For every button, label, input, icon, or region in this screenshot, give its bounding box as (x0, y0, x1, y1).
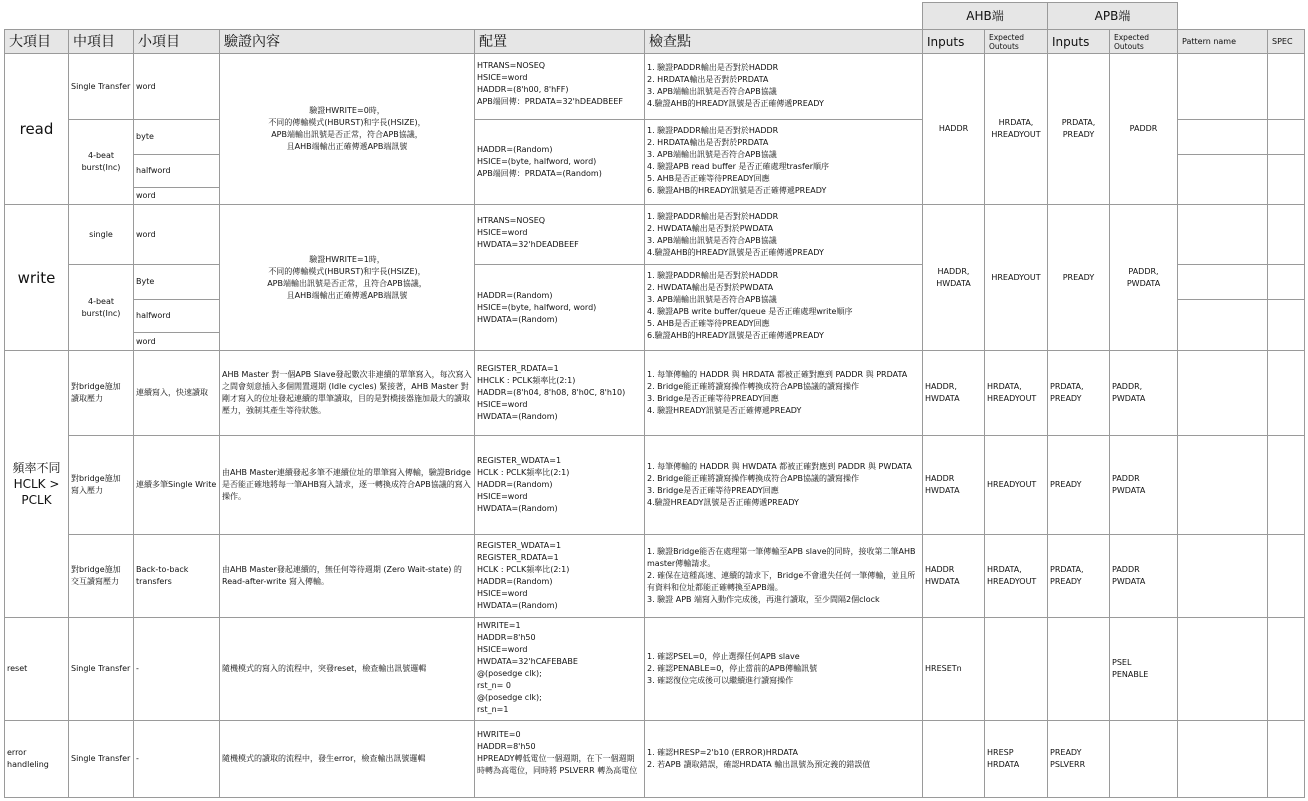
freq-major: 頻率不同 HCLK > PCLK (4, 350, 69, 618)
write-spec-3[interactable] (1267, 299, 1305, 351)
freq-r1-check: 1. 每筆傳輸的 HADDR 與 HRDATA 都被正確對應到 PADDR 與 PRDATA 2. Bridge能正確將讀寫操作轉換成符合APB協議的讀寫操作 3. Bridge是否正確等待PREADY回應 4. 驗證HREADY訊號是否正確傳遞PREADY (644, 350, 923, 436)
error-pattern[interactable] (1177, 720, 1268, 798)
reset-minor: - (133, 617, 220, 721)
header-pattern: Pattern name (1177, 29, 1268, 54)
write-check-burst: 1. 驗證PADDR輸出是否對於HADDR 2. HWDATA輸出是否對於PWDATA 3. APB端輸出訊號是否符合APB協議 4. 驗證APB write buffer/queue 是否正確處理write順序 5. AHB是否正確等待PREADY回應 6.驗證AHB的HREADY訊號是否正確傳遞PREADY (644, 264, 923, 351)
error-spec[interactable] (1267, 720, 1305, 798)
header-spec: SPEC (1267, 29, 1305, 54)
write-mid-single: single (68, 204, 134, 265)
freq-r3-minor: Back-to-back transfers (133, 534, 220, 618)
freq-r1-minor: 連續寫入，快速讀取 (133, 350, 220, 436)
freq-r2-verify: 由AHB Master連續發起多筆不連續位址的單筆寫入傳輸，驗證Bridge是否能正確地將每一筆AHB寫入請求，逐一轉換成符合APB協議的寫入操作。 (219, 435, 475, 535)
read-spec-2[interactable] (1267, 119, 1305, 155)
write-verify: 驗證HWRITE=1時， 不同的傳輸模式(HBURST)和字長(HSIZE)， APB端輸出訊號是否正常，且符合APB協議， 且AHB端輸出正確傳遞APB端訊號 (219, 204, 475, 351)
write-pattern-3[interactable] (1177, 299, 1268, 351)
write-pattern-2[interactable] (1177, 264, 1268, 300)
freq-r2-spec[interactable] (1267, 435, 1305, 535)
freq-r1-apb-inputs: PRDATA, PREADY (1047, 350, 1110, 436)
read-minor-word: word (133, 53, 220, 120)
write-ahb-inputs: HADDR, HWDATA (922, 204, 985, 351)
write-ahb-expected: HREADYOUT (984, 204, 1048, 351)
freq-r3-spec[interactable] (1267, 534, 1305, 618)
freq-r2-minor: 連續多筆Single Write (133, 435, 220, 535)
freq-r2-pattern[interactable] (1177, 435, 1268, 535)
reset-verify: 隨機模式的寫入的流程中，突發reset，檢查輸出訊號邏輯 (219, 617, 475, 721)
freq-r3-pattern[interactable] (1177, 534, 1268, 618)
reset-spec[interactable] (1267, 617, 1305, 721)
reset-apb-expected: PSEL PENABLE (1109, 617, 1178, 721)
write-apb-inputs: PREADY (1047, 204, 1110, 351)
read-spec-3[interactable] (1267, 154, 1305, 205)
reset-ahb-inputs: HRESETn (922, 617, 985, 721)
header-minor: 小項目 (133, 29, 220, 54)
freq-r3-verify: 由AHB Master發起連續的，無任何等待週期 (Zero Wait-state) 的Read-after-write 寫入傳輸。 (219, 534, 475, 618)
freq-r3-check: 1. 驗證Bridge能否在處理第一筆傳輸至APB slave的同時，接收第二筆AHB master傳輸請求。 2. 確保在這種高速、連續的請求下，Bridge不會遺失任何一筆傳輸，並且所有資料和位址都能正確轉換至APB端。 3. 驗證 APB 端寫入動作完成後，再進行讀取，至少間隔2個clock (644, 534, 923, 618)
reset-config: HWRITE=1 HADDR=8'h50 HSICE=word HWDATA=32'hCAFEBABE @(posedge clk); rst_n= 0 @(posedge clk); rst_n=1 (474, 617, 645, 721)
read-minor-halfword: halfword (133, 154, 220, 188)
freq-r2-mid: 對bridge施加 寫入壓力 (68, 435, 134, 535)
read-minor-byte: byte (133, 119, 220, 155)
read-ahb-expected: HRDATA, HREADYOUT (984, 53, 1048, 205)
write-major: write (4, 204, 69, 351)
reset-apb-inputs (1047, 617, 1110, 721)
read-check-burst: 1. 驗證PADDR輸出是否對於HADDR 2. HRDATA輸出是否對於PRDATA 3. APB端輸出訊號是否符合APB協議 4. 驗證APB read buffer 是否正確處理trasfer順序 5. AHB是否正確等待PREADY回應 6. 驗證AHB的HREADY訊號是否正確傳遞PREADY (644, 119, 923, 205)
write-minor-halfword: halfword (133, 299, 220, 333)
read-pattern-1[interactable] (1177, 53, 1268, 120)
read-mid-burst: 4-beat burst(Inc) (68, 119, 134, 205)
write-spec-1[interactable] (1267, 204, 1305, 265)
freq-r2-apb-inputs: PREADY (1047, 435, 1110, 535)
freq-r1-ahb-expected: HRDATA, HREADYOUT (984, 350, 1048, 436)
freq-r3-apb-expected: PADDR PWDATA (1109, 534, 1178, 618)
error-ahb-inputs (922, 720, 985, 798)
error-apb-inputs: PREADY PSLVERR (1047, 720, 1110, 798)
freq-r3-ahb-inputs: HADDR HWDATA (922, 534, 985, 618)
write-spec-2[interactable] (1267, 264, 1305, 300)
read-check-single: 1. 驗證PADDR輸出是否對於HADDR 2. HRDATA輸出是否對於PRDATA 3. APB端輸出訊號是否符合APB協議 4.驗證AHB的HREADY訊號是否正確傳遞PREADY (644, 53, 923, 120)
freq-r2-config: REGISTER_WDATA=1 HCLK : PCLK頻率比(2:1) HADDR=(Random) HSICE=word HWDATA=(Random) (474, 435, 645, 535)
freq-r3-config: REGISTER_WDATA=1 REGISTER_RDATA=1 HCLK : PCLK頻率比(2:1) HADDR=(Random) HSICE=word HWDATA=(Random) (474, 534, 645, 618)
write-apb-expected: PADDR, PWDATA (1109, 204, 1178, 351)
reset-pattern[interactable] (1177, 617, 1268, 721)
write-config-burst: HADDR=(Random) HSICE=(byte, halfword, word) HWDATA=(Random) (474, 264, 645, 351)
freq-r3-mid: 對bridge施加 交互讀寫壓力 (68, 534, 134, 618)
error-verify: 隨機模式的讀取的流程中，發生error，檢查輸出訊號邏輯 (219, 720, 475, 798)
header-ahb-expected: Expected Outouts (984, 29, 1048, 54)
header-verify: 驗證內容 (219, 29, 475, 54)
read-config-single: HTRANS=NOSEQ HSICE=word HADDR=(8'h00, 8'hFF) APB端回傳：PRDATA=32'hDEADBEEF (474, 53, 645, 120)
write-pattern-1[interactable] (1177, 204, 1268, 265)
freq-r3-apb-inputs: PRDATA, PREADY (1047, 534, 1110, 618)
write-check-single: 1. 驗證PADDR輸出是否對於HADDR 2. HWDATA輸出是否對於PWDATA 3. APB端輸出訊號是否符合APB協議 4.驗證AHB的HREADY訊號是否正確傳遞PREADY (644, 204, 923, 265)
read-apb-inputs: PRDATA, PREADY (1047, 53, 1110, 205)
error-config: HWRITE=0 HADDR=8'h50 HPREADY轉低電位一個週期，在下一個週期時轉為高電位，同時將 PSLVERR 轉為高電位 (474, 720, 645, 798)
freq-r1-config: REGISTER_RDATA=1 HHCLK : PCLK頻率比(2:1) HADDR=(8'h04, 8'h08, 8'h0C, 8'h10) HSICE=word HWDATA=(Random) (474, 350, 645, 436)
header-mid: 中項目 (68, 29, 134, 54)
read-pattern-2[interactable] (1177, 119, 1268, 155)
error-ahb-expected: HRESP HRDATA (984, 720, 1048, 798)
freq-r1-mid: 對bridge施加 讀取壓力 (68, 350, 134, 436)
read-spec-1[interactable] (1267, 53, 1305, 120)
read-minor-word2: word (133, 187, 220, 205)
freq-r2-ahb-inputs: HADDR HWDATA (922, 435, 985, 535)
error-mid: Single Transfer (68, 720, 134, 798)
write-minor-byte: Byte (133, 264, 220, 300)
reset-ahb-expected (984, 617, 1048, 721)
error-major: error handleling (4, 720, 69, 798)
write-config-single: HTRANS=NOSEQ HSICE=word HWDATA=32'hDEADBEEF (474, 204, 645, 265)
header-major: 大項目 (4, 29, 69, 54)
freq-r1-verify: AHB Master 對一個APB Slave發起數次非連續的單筆寫入，每次寫入之間會刻意插入多個閒置週期 (Idle cycles) 緊接著，AHB Master 對剛才寫入的位址發起連續的單筆讀取，目的是對橋接器施加最大的讀取壓力，強制其產生等待狀態。 (219, 350, 475, 436)
ahb-group-header: AHB端 (922, 2, 1048, 30)
freq-r2-check: 1. 每筆傳輸的 HADDR 與 HWDATA 都被正確對應到 PADDR 與 PWDATA 2. Bridge能正確將讀寫操作轉換成符合APB協議的讀寫操作 3. Bridge是否正確等待PREADY回應 4.驗證HREADY訊號是否正確傳遞PREADY (644, 435, 923, 535)
read-config-burst: HADDR=(Random) HSICE=(byte, halfword, word) APB端回傳：PRDATA=(Random) (474, 119, 645, 205)
write-minor-word2: word (133, 332, 220, 351)
freq-r1-apb-expected: PADDR, PWDATA (1109, 350, 1178, 436)
error-check: 1. 確認HRESP=2'b10 (ERROR)HRDATA 2. 若APB 讀取錯誤，確認HRDATA 輸出訊號為預定義的錯誤值 (644, 720, 923, 798)
freq-r1-spec[interactable] (1267, 350, 1305, 436)
read-mid-single: Single Transfer (68, 53, 134, 120)
apb-group-header: APB端 (1047, 2, 1178, 30)
freq-r3-ahb-expected: HRDATA, HREADYOUT (984, 534, 1048, 618)
freq-r1-ahb-inputs: HADDR, HWDATA (922, 350, 985, 436)
read-ahb-inputs: HADDR (922, 53, 985, 205)
read-pattern-3[interactable] (1177, 154, 1268, 205)
read-apb-expected: PADDR (1109, 53, 1178, 205)
write-mid-burst: 4-beat burst(Inc) (68, 264, 134, 351)
read-major: read (4, 53, 69, 205)
header-ahb-inputs: Inputs (922, 29, 985, 54)
freq-r1-pattern[interactable] (1177, 350, 1268, 436)
header-check: 檢查點 (644, 29, 923, 54)
header-apb-inputs: Inputs (1047, 29, 1110, 54)
reset-major: reset (4, 617, 69, 721)
header-apb-expected: Expected Outouts (1109, 29, 1178, 54)
reset-check: 1. 確認PSEL=0，停止選擇任何APB slave 2. 確認PENABLE=0，停止當前的APB傳輸訊號 3. 確認復位完成後可以繼續進行讀寫操作 (644, 617, 923, 721)
header-config: 配置 (474, 29, 645, 54)
write-minor-word: word (133, 204, 220, 265)
error-apb-expected (1109, 720, 1178, 798)
error-minor: - (133, 720, 220, 798)
reset-mid: Single Transfer (68, 617, 134, 721)
read-verify: 驗證HWRITE=0時， 不同的傳輸模式(HBURST)和字長(HSIZE)， APB端輸出訊號是否正常，符合APB協議， 且AHB端輸出正確傳遞APB端訊號 (219, 53, 475, 205)
freq-r2-ahb-expected: HREADYOUT (984, 435, 1048, 535)
freq-r2-apb-expected: PADDR PWDATA (1109, 435, 1178, 535)
